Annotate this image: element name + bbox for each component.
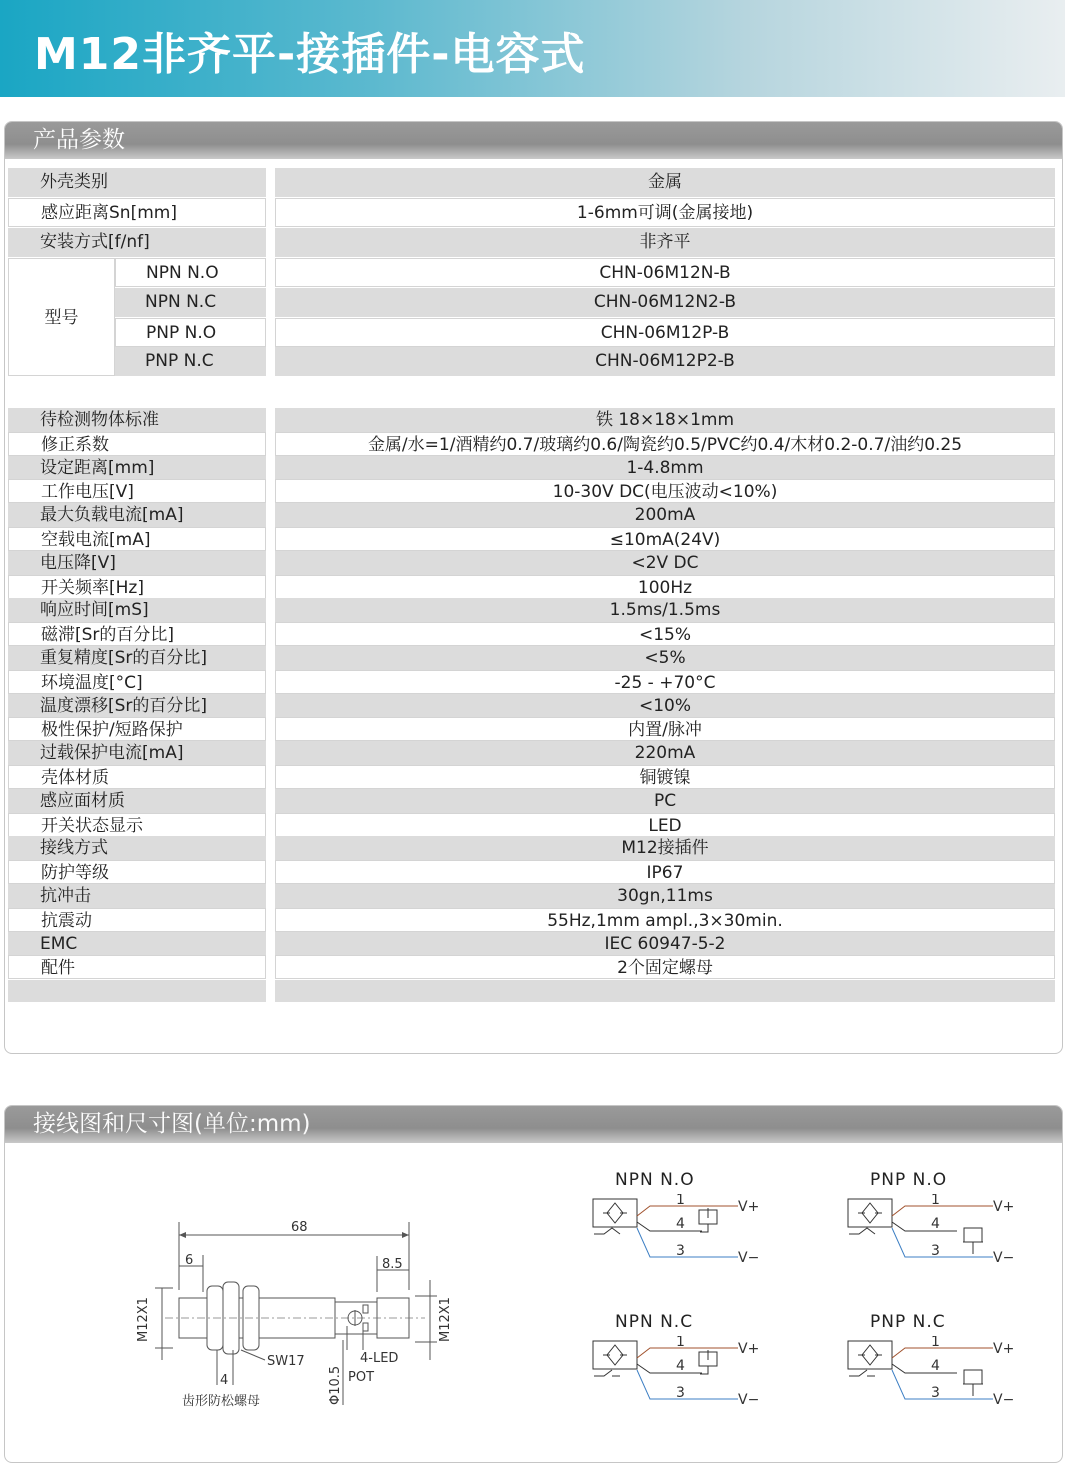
model-value: CHN-06M12N2-B (275, 288, 1055, 317)
row-label: 外壳类别 (8, 168, 266, 197)
spec-value: 200mA (275, 503, 1055, 527)
spec-label: EMC (8, 932, 266, 956)
wiring-heading-unit: (单位:mm) (194, 1111, 311, 1137)
wiring-title: PNP N.O (870, 1170, 948, 1190)
model-type: NPN N.O (115, 258, 266, 287)
pin-4-label: 4 (931, 1216, 940, 1232)
spec-label: 待检测物体标准 (8, 408, 266, 432)
dim-pot: POT (348, 1370, 375, 1385)
dimension-drawing (125, 1210, 465, 1415)
spec-label: 磁滞[Sr的百分比] (8, 622, 266, 646)
model-label: 型号 (8, 258, 115, 376)
spec-value: 10-30V DC(电压波动<10%) (275, 479, 1055, 503)
spec-label: 防护等级 (8, 860, 266, 884)
wiring-title: PNP N.C (870, 1312, 946, 1332)
dim-front: 6 (185, 1253, 194, 1268)
spec-value: 2个固定螺母 (275, 955, 1055, 979)
spec-label: 开关状态显示 (8, 813, 266, 837)
spec-value: ≤10mA(24V) (275, 527, 1055, 551)
pin-3-label: 3 (931, 1385, 940, 1401)
spec-label: 壳体材质 (8, 765, 266, 789)
wiring-diagram (845, 1336, 1035, 1416)
vplus-label: V+ (993, 1341, 1015, 1357)
spec-label: 重复精度[Sr的百分比] (8, 646, 266, 670)
spec-label: 开关频率[Hz] (8, 575, 266, 599)
wiring-diagram (845, 1194, 1035, 1274)
dim-thread-left: M12X1 (136, 1297, 151, 1342)
spec-label: 过载保护电流[mA] (8, 741, 266, 765)
dim-rear: 8.5 (382, 1257, 403, 1272)
dim-thread-right: M12X1 (438, 1297, 453, 1342)
wiring-heading-text: 接线图和尺寸图 (33, 1111, 194, 1137)
vminus-label: V− (993, 1250, 1015, 1266)
pin-4-label: 4 (676, 1358, 685, 1374)
spec-value: 55Hz,1mm ampl.,3×30min. (275, 908, 1055, 932)
dim-nut: 4 (220, 1373, 229, 1388)
pin-1-label: 1 (931, 1194, 940, 1208)
spec-label: 抗震动 (8, 908, 266, 932)
spec-value: 100Hz (275, 575, 1055, 599)
vminus-label: V− (738, 1250, 760, 1266)
spec-value: 金属/水=1/酒精约0.7/玻璃约0.6/陶瓷约0.5/PVC约0.4/木材0.2-0.7/油约0.25 (275, 432, 1055, 456)
table-footer-left (8, 980, 266, 1002)
pin-3-label: 3 (676, 1243, 685, 1259)
spec-label: 设定距离[mm] (8, 456, 266, 480)
model-value: CHN-06M12N-B (275, 258, 1055, 287)
dim-dia: Φ10.5 (328, 1365, 343, 1405)
pin-3-label: 3 (676, 1385, 685, 1401)
row-value: 金属 (275, 168, 1055, 197)
page-title: M12非齐平-接插件-电容式 (34, 29, 586, 80)
spec-label: 环境温度[°C] (8, 670, 266, 694)
spec-value: PC (275, 789, 1055, 813)
spec-value: 内置/脉冲 (275, 717, 1055, 741)
wiring-title: NPN N.O (615, 1170, 695, 1190)
spec-label: 极性保护/短路保护 (8, 717, 266, 741)
spec-label: 感应面材质 (8, 789, 266, 813)
row-value: 1-6mm可调(金属接地) (275, 198, 1055, 227)
spec-label: 接线方式 (8, 836, 266, 860)
spec-value: 铜镀镍 (275, 765, 1055, 789)
vminus-label: V− (993, 1392, 1015, 1408)
spec-value: IEC 60947-5-2 (275, 932, 1055, 956)
spec-value: <5% (275, 646, 1055, 670)
spec-panel-heading: 产品参数 (5, 122, 1062, 159)
spec-label: 修正系数 (8, 432, 266, 456)
spec-label: 电压降[V] (8, 551, 266, 575)
wiring-title: NPN N.C (615, 1312, 694, 1332)
dim-total: 68 (291, 1220, 308, 1235)
pin-4-label: 4 (931, 1358, 940, 1374)
spec-label: 空载电流[mA] (8, 527, 266, 551)
spec-value: -25 - +70°C (275, 670, 1055, 694)
spec-value: M12接插件 (275, 836, 1055, 860)
pin-1-label: 1 (676, 1336, 685, 1350)
pin-4-label: 4 (676, 1216, 685, 1232)
dim-sw: SW17 (267, 1354, 305, 1369)
spec-value: 30gn,11ms (275, 884, 1055, 908)
spec-value: 1.5ms/1.5ms (275, 598, 1055, 622)
spec-value: 铁 18×18×1mm (275, 408, 1055, 432)
spec-value: 220mA (275, 741, 1055, 765)
model-value: CHN-06M12P2-B (275, 347, 1055, 376)
dim-led: 4-LED (360, 1351, 399, 1366)
vplus-label: V+ (738, 1199, 760, 1215)
spec-value: <15% (275, 622, 1055, 646)
vminus-label: V− (738, 1392, 760, 1408)
spec-value: <10% (275, 694, 1055, 718)
spec-label: 抗冲击 (8, 884, 266, 908)
pin-3-label: 3 (931, 1243, 940, 1259)
pin-1-label: 1 (931, 1336, 940, 1350)
row-label: 安装方式[f/nf] (8, 228, 266, 257)
vplus-label: V+ (738, 1341, 760, 1357)
model-type: PNP N.O (115, 318, 266, 347)
spec-label: 温度漂移[Sr的百分比] (8, 694, 266, 718)
vplus-label: V+ (993, 1199, 1015, 1215)
spec-label: 最大负载电流[mA] (8, 503, 266, 527)
title-banner (0, 0, 1065, 97)
row-label: 感应距离Sn[mm] (8, 198, 266, 227)
model-type: PNP N.C (115, 347, 266, 376)
model-type: NPN N.C (115, 288, 266, 317)
spec-value: <2V DC (275, 551, 1055, 575)
spec-value: 1-4.8mm (275, 456, 1055, 480)
wiring-diagram (590, 1336, 780, 1416)
wiring-panel-heading (5, 1106, 1062, 1143)
spec-value: IP67 (275, 860, 1055, 884)
pin-1-label: 1 (676, 1194, 685, 1208)
spec-label: 配件 (8, 955, 266, 979)
row-value: 非齐平 (275, 228, 1055, 257)
spec-label: 工作电压[V] (8, 479, 266, 503)
spec-value: LED (275, 813, 1055, 837)
table-footer-right (275, 980, 1055, 1002)
dim-nut-label: 齿形防松螺母 (182, 1394, 261, 1409)
spec-label: 响应时间[mS] (8, 598, 266, 622)
wiring-diagram (590, 1194, 780, 1274)
model-value: CHN-06M12P-B (275, 318, 1055, 347)
